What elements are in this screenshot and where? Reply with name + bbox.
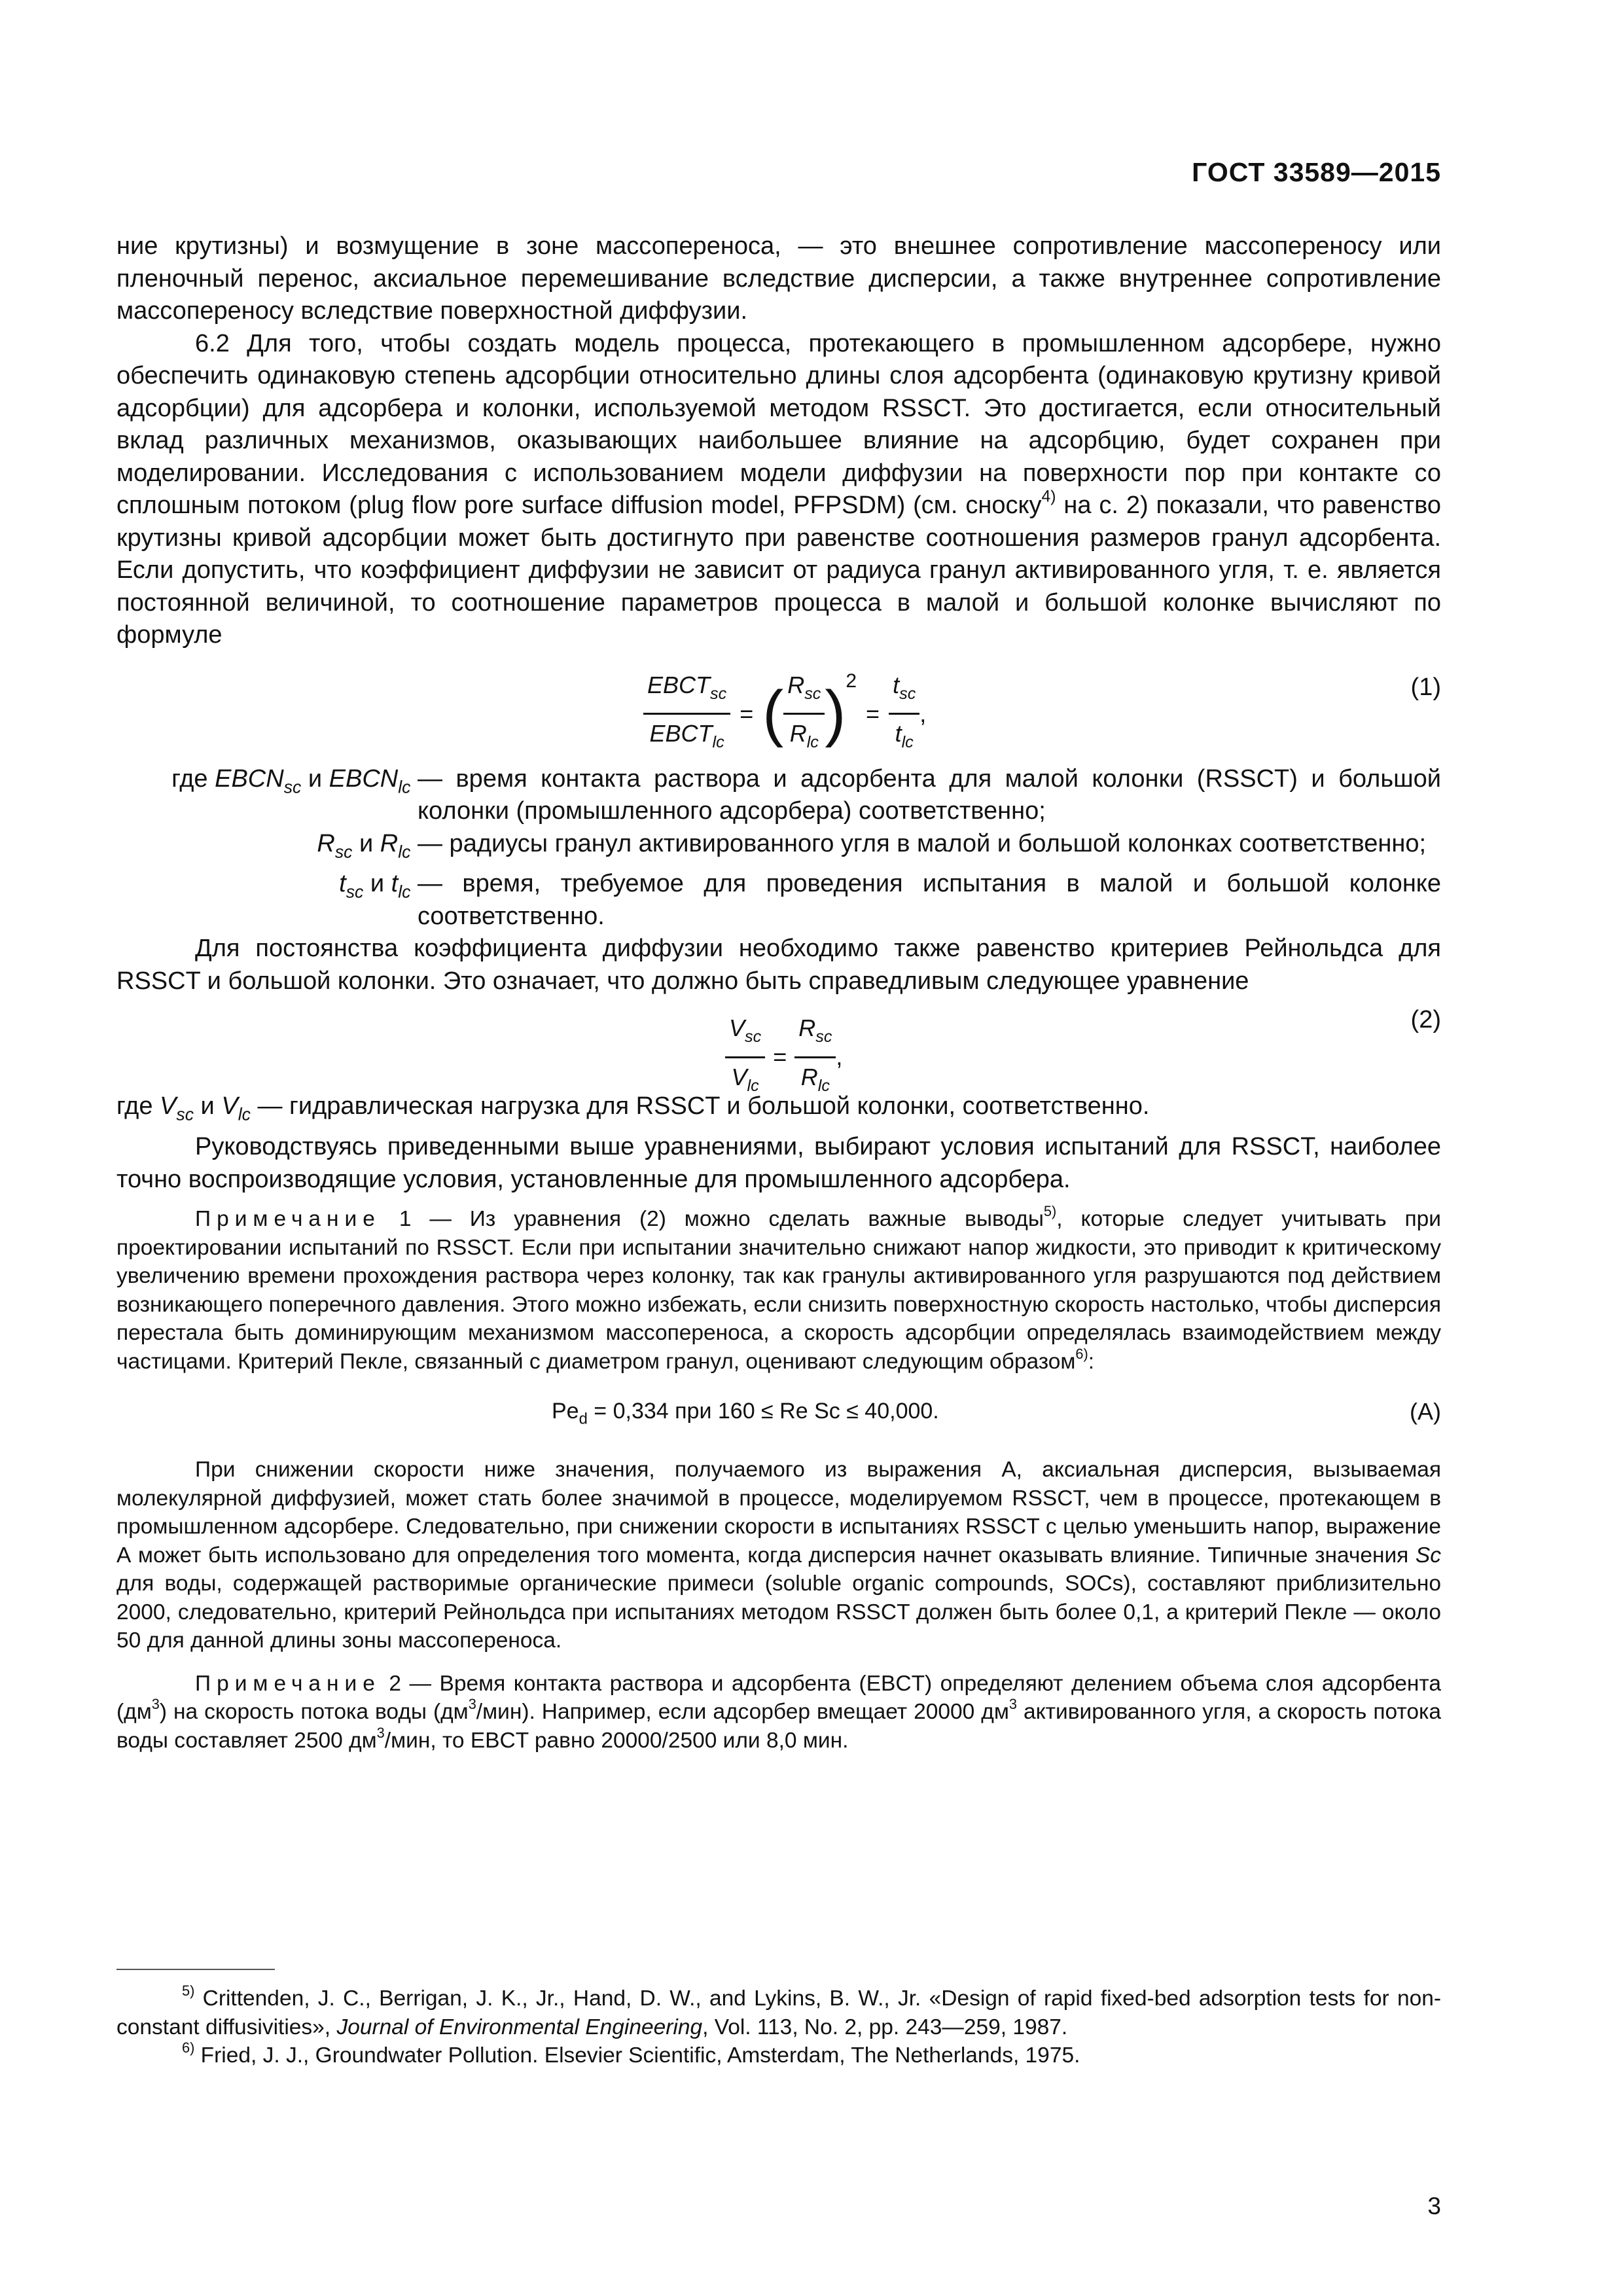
- footnote-5: $^{5)}$ Crittenden, J. C., Berrigan, J. K., Jr., Hand, D. W., and Lykins, B. W., Jr. «Design of rapid fixed-bed adsorption tests for non-constant diffusivities», Journal of Environmental Engineering, Vol. 113, No. 2, pp. 243—259, 1987.: [116, 1982, 1441, 2039]
- equation-a: $Pe_d = 0,334$ при 160 ≤ Re Sc ≤ 40,000. (A): [116, 1376, 1441, 1448]
- equation-2: $\frac{V_{sc}}{V_{lc}}$ = $\frac{R_{sc}}{R_{lc}}$ , (2): [116, 997, 1441, 1090]
- footnote-ref-4: 4): [1041, 488, 1056, 506]
- footnote-divider: [116, 1969, 275, 1970]
- equation-1: $\frac{EBCT_{sc}}{EBCT_{lc}}$ = ( $\frac{R_{sc}}{R_{lc}}$ ) 2 = $\frac{t_{sc}}{t_{lc}}$ , (1): [116, 652, 1441, 763]
- velocity-ratio: $\frac{V_{sc}}{V_{lc}}$: [725, 1012, 765, 1102]
- legend-row-time: $t_{sc}$ и $t_{lc}$ — время, требуемое для проведения испытания в малой и большой колонке соответственно.: [339, 870, 1441, 930]
- standard-header: ГОСТ 33589—2015: [1192, 157, 1441, 187]
- paragraph-reynolds: Для постоянства коэффициента диффузии необходимо также равенство критериев Рейнольдса для RSSCT и большой колонки. Это означает, что должно быть справедливым следующее уравнение: [116, 935, 1441, 995]
- equation-2-number: (2): [1410, 1006, 1441, 1034]
- paragraph-6-2: 6.2 Для того, чтобы создать модель процесса, протекающего в промышленном адсорбере, нужно обеспечить одинаковую степень адсорбции относительно длины слоя адсорбента (одинаковую крутизну кривой адсорбции) для адсорбера и колонки, используемой методом RSSCT. Это достигается, если относительный вклад различных механизмов, оказывающих наибольшее влияние на адсорбцию, будет сохранен при моделировании. Исследования с использованием модели диффузии на поверхности пор при контакте со сплошным потоком (plug flow pore surface diffusion model, PFPSDM) (см. сноску$^{4)}$ на с. 2) показали, что равенство крутизны кривой адсорбции может быть достигнуто при равенстве соотношения размеров гранул адсорбента. Если допустить, что коэффициент диффузии не зависит от радиуса гранул активированного угля, т. е. является постоянной величиной, то соотношение параметров процесса в малой и большой колонке вычисляют по формуле: [116, 329, 1442, 649]
- legend-row-ebct: где $EBCN_{sc}$ и $EBCN_{lc}$ — время контакта раствора и адсорбента для малой колонки (RSSCT) и большой колонки (промышленного адсорбера) соответственно;: [171, 764, 1441, 825]
- equation-1-number: (1): [1410, 673, 1441, 701]
- note-2: Примечание 2 — Время контакта раствора и адсорбента (EBCT) определяют делением объема слоя адсорбента $(дм^3)$ на скорость потока воды $(дм^3/мин)$. Например, если адсорбер вмещает 20000 $дм^3$ активированного угля, а скорость потока воды составляет 2500 $дм^3$/мин, то EBCT равно 20000/2500 или 8,0 мин.: [116, 1671, 1442, 1753]
- legend-row-velocity: где $V_{sc}$ и $V_{lc}$ — гидравлическая нагрузка для RSSCT и большой колонки, соответственно.: [116, 1092, 1150, 1124]
- note-1: Примечание 1 — Из уравнения (2) можно сделать важные выводы$^{5)}$, которые следует учитывать при проектировании испытаний по RSSCT. Если при испытании значительно снижают напор жидкости, это приводит к критическому увеличению времени прохождения раствора через колонку, так как гранулы активированного угля разрушаются под действием возникающего поперечного давления. Этого можно избежать, если снизить поверхностную скорость настолько, чтобы дисперсия перестала быть доминирующим механизмом массопереноса, а скорость адсорбции определялась взаимодействием между частицами. Критерий Пекле, связанный с диаметром гранул, оценивают следующим образом$^{6)}$:: [116, 1202, 1442, 1374]
- page-number: 3: [1427, 2193, 1441, 2219]
- footnotes: [116, 1969, 1441, 2070]
- main-text: [116, 230, 1441, 1755]
- radius-ratio: $\frac{R_{sc}}{R_{lc}}$: [783, 669, 825, 759]
- paragraph-continued: ние крутизны) и возмущение в зоне массопереноса, — это внешнее сопротивление массопереносу или пленочный перенос, аксиальное перемешивание вследствие дисперсии, а также внутреннее сопротивление массопереносу вследствие поверхностной диффузии.: [116, 232, 1441, 325]
- time-ratio: $\frac{t_{sc}}{t_{lc}}$: [889, 669, 919, 759]
- note-1-continued: При снижении скорости ниже значения, получаемого из выражения А, аксиальная дисперсия, вызываемая молекулярной диффузией, может стать более значимой в процессе, моделируемом RSSCT, чем в процессе, протекающем в промышленном адсорбере. Следовательно, при снижении скорости в испытаниях RSSCT с целью уменьшить напор, выражение А может быть использовано для определения того момента, когда дисперсия начнет оказывать влияние. Типичные значения Sc для воды, содержащей растворимые органические примеси (soluble organic compounds, SOCs), составляют приблизительно 2000, следовательно, критерий Рейнольдса при испытаниях методом RSSCT должен быть более 0,1, а критерий Пекле — около 50 для данной длины зоны массопереноса.: [116, 1458, 1442, 1653]
- ebct-ratio: $\frac{EBCT_{sc}}{EBCT_{lc}}$: [643, 669, 730, 759]
- radius-ratio-2: $\frac{R_{sc}}{R_{lc}}$: [794, 1012, 836, 1102]
- legend-row-radius: $R_{sc}$ и $R_{lc}$ — радиусы гранул активированного угля в малой и большой колонках соответственно;: [317, 829, 1427, 861]
- paragraph-guidance: Руководствуясь приведенными выше уравнениями, выбирают условия испытаний для RSSCT, наиболее точно воспроизводящие условия, установленные для промышленного адсорбера.: [116, 1133, 1441, 1193]
- footnote-6: $^{6)}$ Fried, J. J., Groundwater Pollution. Elsevier Scientific, Amsterdam, The Netherlands, 1975.: [182, 2039, 1080, 2068]
- equation-a-number: (A): [1410, 1398, 1441, 1426]
